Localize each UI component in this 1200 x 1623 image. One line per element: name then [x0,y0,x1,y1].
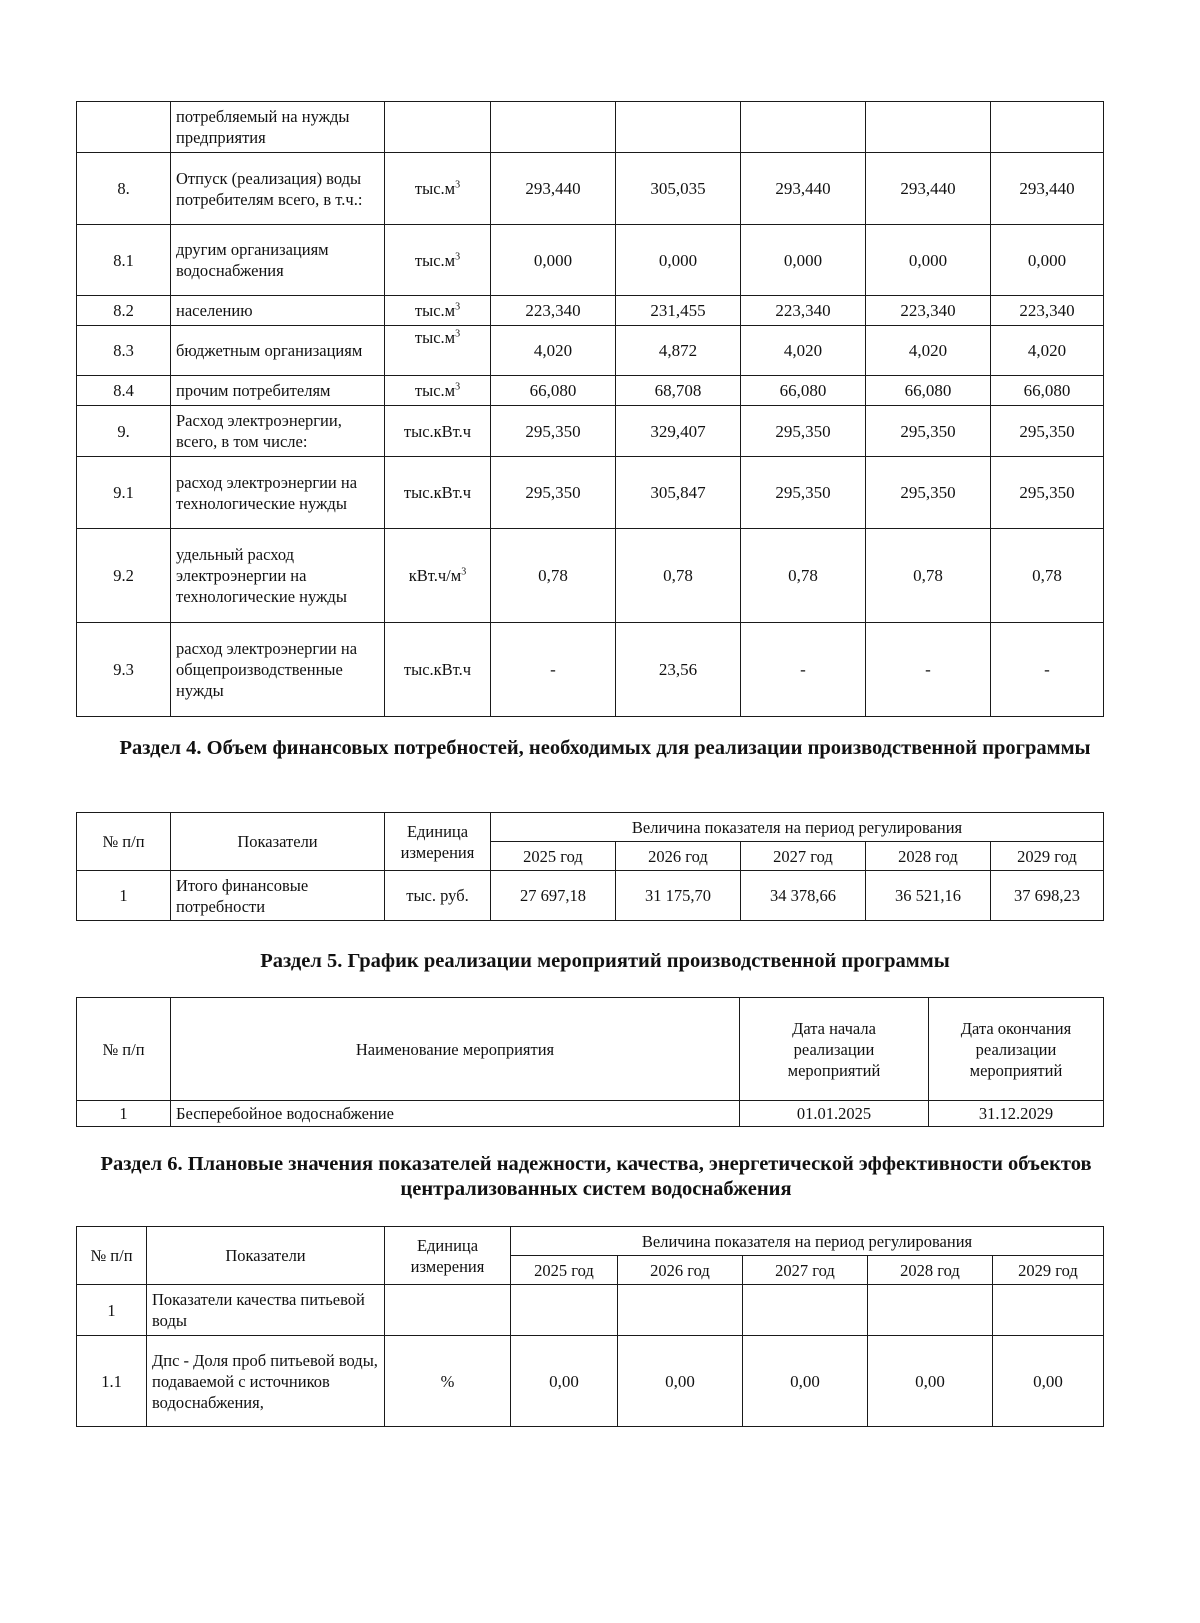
row-indicator: расход электроэнергии на общепроизводственные нужды [171,623,385,717]
column-header-year: 2026 год [618,1256,743,1285]
row-value [511,1285,618,1336]
row-value [743,1285,868,1336]
row-value: 66,080 [991,376,1104,406]
column-header-unit: Единица измерения [385,1227,511,1285]
row-value: 305,035 [616,153,741,225]
unit-superscript: 3 [455,179,461,191]
row-unit [385,102,491,153]
row-unit [385,225,491,296]
row-indicator: Дпс - Доля проб питьевой воды, подаваемой с источников водоснабжения, [147,1336,385,1427]
unit-text: тыс.м [414,381,456,400]
row-value: 0,000 [866,225,991,296]
row-value: - [991,623,1104,717]
row-number: 1.1 [77,1336,147,1427]
row-value: 293,440 [491,153,616,225]
table-row [77,376,1104,406]
row-value: 231,455 [616,296,741,326]
unit-superscript: 3 [455,301,461,313]
row-indicator: бюджетным организациям [171,326,385,376]
unit-superscript: 3 [455,251,461,262]
row-indicator: расход электроэнергии на технологические нужды [171,457,385,529]
row-value: 223,340 [491,296,616,326]
column-header-period: Величина показателя на период регулирования [511,1227,1104,1256]
column-header-year: 2029 год [993,1256,1104,1285]
table-header-row [77,813,1104,842]
table-row [77,296,1104,326]
unit-text: тыс.м [414,301,456,320]
row-indicator: потребляемый на нужды предприятия [171,102,385,153]
row-unit: % [385,1336,511,1427]
row-value: 66,080 [491,376,616,406]
row-value [993,1285,1104,1336]
row-value [491,102,616,153]
row-number: 8. [77,153,171,225]
row-unit [385,296,491,326]
row-value: 295,350 [866,457,991,529]
unit-text: тыс.м [414,179,456,198]
column-header-event-name: Наименование мероприятия [171,998,740,1101]
row-value: 4,020 [866,326,991,376]
row-unit [385,457,491,529]
column-header-year: 2027 год [741,842,866,871]
row-number: 9.1 [77,457,171,529]
row-value: 293,440 [741,153,866,225]
row-start-date: 01.01.2025 [740,1101,929,1127]
row-event-name: Бесперебойное водоснабжение [171,1101,740,1127]
unit-superscript: 3 [455,328,461,340]
unit-text: тыс.м [414,250,456,270]
row-value: 295,350 [741,406,866,457]
consumption-table [76,101,1104,717]
row-unit [385,406,491,457]
section-5-title: Раздел 5. График реализации мероприятий производственной программы [260,950,950,972]
row-value: 66,080 [866,376,991,406]
table-header-row [77,998,1104,1101]
column-header-year: 2029 год [991,842,1104,871]
row-value: 293,440 [866,153,991,225]
schedule-table [76,997,1104,1127]
column-header-year: 2027 год [743,1256,868,1285]
column-header-indicator: Показатели [171,813,385,871]
table-row [77,406,1104,457]
table-row [77,225,1104,296]
column-header-number: № п/п [77,1227,147,1285]
financial-needs-table [76,812,1104,921]
row-value: - [866,623,991,717]
row-value: 223,340 [991,296,1104,326]
row-number: 8.3 [77,326,171,376]
table-row [77,153,1104,225]
row-value: 4,872 [616,326,741,376]
unit-text: тыс.кВт.ч [403,421,472,441]
row-value: 295,350 [991,457,1104,529]
row-value: 295,350 [491,457,616,529]
row-value: 4,020 [741,326,866,376]
row-value: 295,350 [491,406,616,457]
section-6-title: Раздел 6. Плановые значения показателей надежности, качества, энергетической эффективности объектов централизованных систем водоснабжения [100,1153,1092,1200]
row-value: 0,78 [991,529,1104,623]
row-indicator: Итого финансовые потребности [171,871,385,921]
row-value: 36 521,16 [866,871,991,921]
row-number: 9.3 [77,623,171,717]
row-value: 0,78 [741,529,866,623]
row-unit: тыс. руб. [385,871,491,921]
row-value: 0,000 [991,225,1104,296]
row-indicator: Показатели качества питьевой воды [147,1285,385,1336]
row-number: 9. [77,406,171,457]
row-indicator: удельный расход электроэнергии на технологические нужды [171,529,385,623]
column-header-year: 2025 год [511,1256,618,1285]
row-value: 0,000 [741,225,866,296]
row-number: 1 [77,1101,171,1127]
row-value: 295,350 [991,406,1104,457]
row-value: 27 697,18 [491,871,616,921]
row-value: 223,340 [866,296,991,326]
row-unit [385,529,491,623]
row-number: 1 [77,871,171,921]
column-header-number: № п/п [77,998,171,1101]
column-header-period: Величина показателя на период регулирования [491,813,1104,842]
row-number: 1 [77,1285,147,1336]
row-unit [385,153,491,225]
row-value [991,102,1104,153]
row-number [77,102,171,153]
row-value: 0,78 [491,529,616,623]
unit-text: кВт.ч/м [408,566,462,585]
table-row [77,623,1104,717]
unit-superscript: 3 [461,566,467,578]
column-header-year: 2025 год [491,842,616,871]
unit-text: тыс.кВт.ч [403,660,472,679]
row-unit [385,376,491,406]
table-row [77,1101,1104,1127]
row-value: 66,080 [741,376,866,406]
column-header-start-date: Дата начала реализации мероприятий [740,998,929,1101]
row-value: 0,00 [511,1336,618,1427]
table-row [77,1285,1104,1336]
row-value: 0,78 [616,529,741,623]
row-indicator: прочим потребителям [171,376,385,406]
row-value: - [741,623,866,717]
row-value [741,102,866,153]
row-unit [385,326,491,376]
column-header-year: 2028 год [866,842,991,871]
unit-text: тыс.кВт.ч [403,483,472,502]
row-value: 31 175,70 [616,871,741,921]
row-value: 0,78 [866,529,991,623]
unit-text: тыс.м [414,328,456,347]
row-value: 223,340 [741,296,866,326]
row-number: 9.2 [77,529,171,623]
row-value: 295,350 [866,406,991,457]
row-unit [385,623,491,717]
table-row [77,457,1104,529]
table-row [77,871,1104,921]
table-row [77,1336,1104,1427]
section-4-title: Раздел 4. Объем финансовых потребностей, необходимых для реализации производственной программы [119,737,1091,759]
row-value: 37 698,23 [991,871,1104,921]
row-unit [385,1285,511,1336]
column-header-number: № п/п [77,813,171,871]
row-number: 8.1 [77,225,171,296]
row-value: 295,350 [741,457,866,529]
row-indicator: Расход электроэнергии, всего, в том числе: [171,406,385,457]
column-header-unit: Единица измерения [385,813,491,871]
column-header-year: 2026 год [616,842,741,871]
row-number: 8.4 [77,376,171,406]
row-value: 305,847 [616,457,741,529]
row-value: 0,000 [616,225,741,296]
row-value: 68,708 [616,376,741,406]
row-value: 4,020 [491,326,616,376]
unit-superscript: 3 [455,381,461,393]
table-row [77,102,1104,153]
row-value [868,1285,993,1336]
row-value: 293,440 [991,153,1104,225]
table-row [77,529,1104,623]
row-value: 0,00 [743,1336,868,1427]
row-end-date: 31.12.2029 [929,1101,1104,1127]
column-header-year: 2028 год [868,1256,993,1285]
row-indicator: Отпуск (реализация) воды потребителям всего, в т.ч.: [171,153,385,225]
row-value: 23,56 [616,623,741,717]
row-indicator: другим организациям водоснабжения [171,225,385,296]
table-header-row [77,1227,1104,1256]
row-value [616,102,741,153]
row-value: 329,407 [616,406,741,457]
row-value: 34 378,66 [741,871,866,921]
row-value [618,1285,743,1336]
column-header-end-date: Дата окончания реализации мероприятий [929,998,1104,1101]
row-indicator: населению [171,296,385,326]
row-value: - [491,623,616,717]
row-value [866,102,991,153]
table-row [77,326,1104,376]
row-value: 4,020 [991,326,1104,376]
row-number: 8.2 [77,296,171,326]
row-value: 0,00 [868,1336,993,1427]
reliability-indicators-table [76,1226,1104,1427]
row-value: 0,00 [618,1336,743,1427]
column-header-indicator: Показатели [147,1227,385,1285]
row-value: 0,00 [993,1336,1104,1427]
row-value: 0,000 [491,225,616,296]
